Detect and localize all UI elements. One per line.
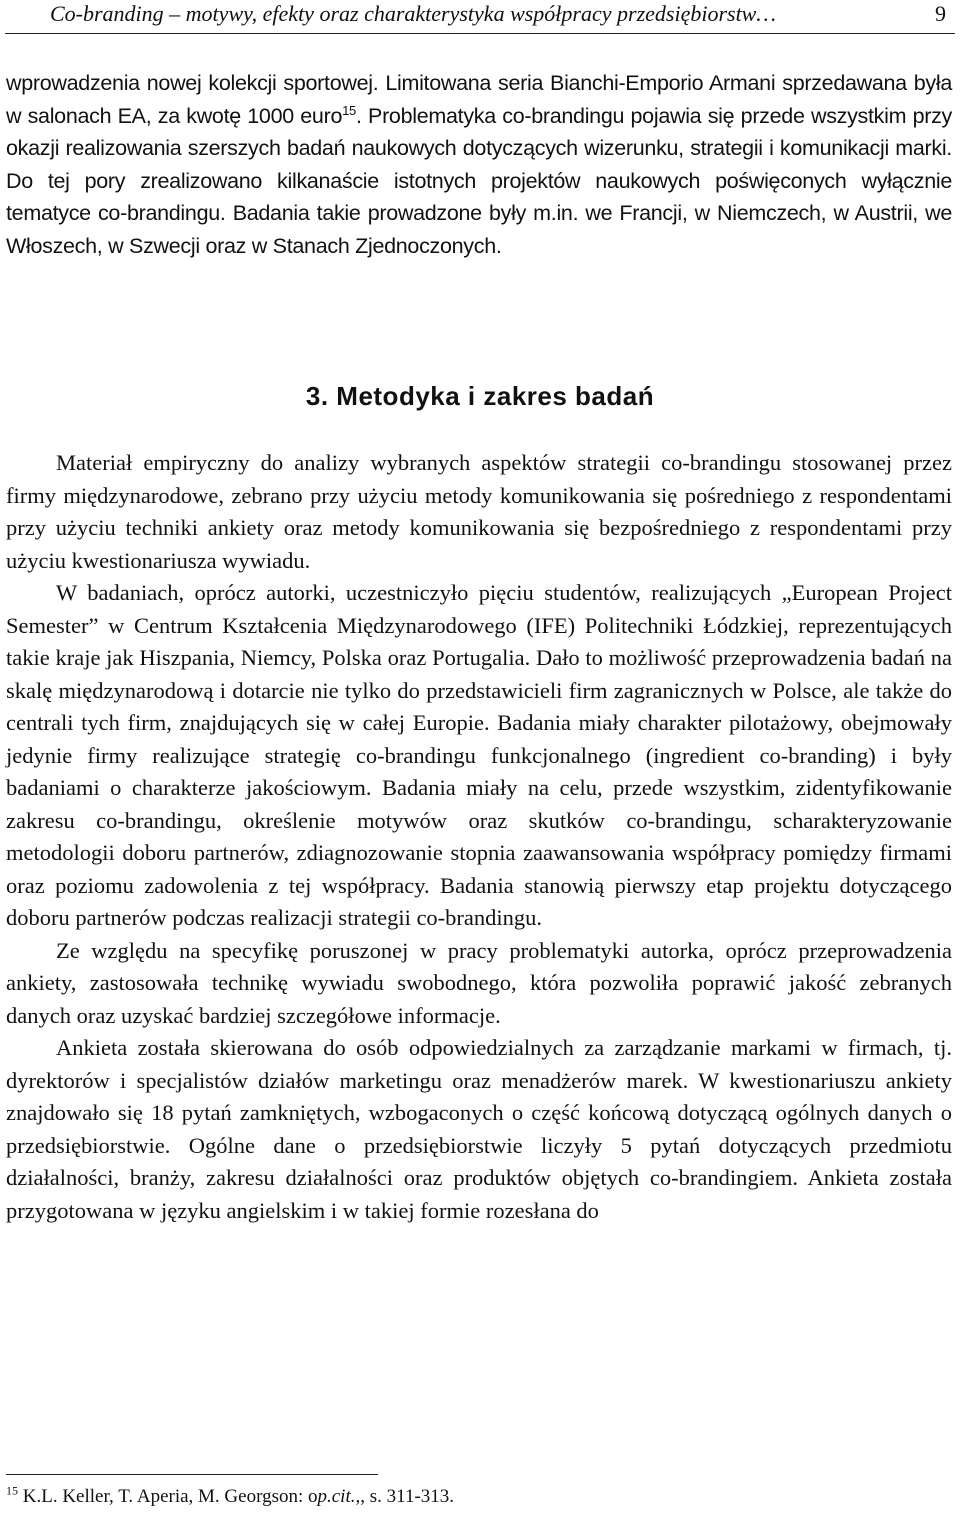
intro-paragraph xyxy=(6,67,952,262)
running-title: Co-branding – motywy, efekty oraz charakterystyka współpracy przedsiębiorstw… xyxy=(50,1,776,26)
running-header xyxy=(0,0,960,30)
footnote-number: 15 xyxy=(6,1483,18,1498)
footnote-text-c: ,, s. 311-313. xyxy=(355,1486,455,1507)
body-paragraph: W badaniach, oprócz autorki, uczestniczyło pięciu studentów, realizujących „European Project Semester” w Centrum Kształcenia Międzynarodowego (IFE) Politechniki Łódzkiej, reprezentujących takie kraje jak Hiszpania, Niemcy, Polska oraz Portugalia. Dało to możliwość przeprowadzenia badań na skalę międzynarodową i dotarcie nie tylko do przedstawicieli firm zagranicznych w Polsce, ale także do centrali tych firm, znajdujących się w całej Europie. Badania miały charakter pilotażowy, obejmowały jedynie firmy realizujące strategię co-brandingu funkcjonalnego (ingredient co-branding) i były badaniami o charakterze jakościowym. Badania miały na celu, przede wszystkim, zidentyfikowanie zakresu co-brandingu, określenie motywów oraz skutków co-brandingu, scharakteryzowanie metodologii doboru partnerów, zdiagnozowanie stopnia zaawansowania współpracy pomiędzy firmami oraz poziomu zadowolenia z tej współpracy. Badania stanowią pierwszy etap projektu dotyczącego doboru partnerów podczas realizacji strategii co-brandingu. xyxy=(6,580,952,930)
footnote-text-a: K.L. Keller, T. Aperia, M. Georgson: o xyxy=(18,1486,318,1507)
footnote xyxy=(6,1484,946,1510)
section-body xyxy=(6,447,952,1227)
page-number: 9 xyxy=(935,1,946,26)
footnote-rule xyxy=(6,1474,378,1475)
body-paragraph: Ankieta została skierowana do osób odpowiedzialnych za zarządzanie markami w firmach, tj. dyrektorów i specjalistów działów marketingu oraz menadżerów marek. W kwestionariuszu ankiety znajdowało się 18 pytań zamkniętych, wzbogaconych o część końcową dotyczącą ogólnych danych o przedsiębiorstwie. Ogólne dane o przedsiębiorstwie liczyły 5 pytań dotyczących przedmiotu działalności, branży, zakresu działalności oraz produktów objętych co-brandingiem. Ankieta została przygotowana w języku angielskim i w takiej formie rozesłana do xyxy=(6,1035,952,1223)
intro-text-b: . Problematyka co-brandingu pojawia się przede wszystkim przy okazji realizowania szerszych badań naukowych dotyczących wizerunku, strategii i komunikacji marki. Do tej pory zrealizowano kilkanaście istotnych projektów naukowych poświęconych wyłącznie tematyce co-brandingu. Badania takie prowadzone były m.in. we Francji, w Niemczech, w Austrii, we Włoszech, w Szwecji oraz w Stanach Zjednoczonych. xyxy=(6,103,952,258)
intro-text-a: wprowadzenia nowej kolekcji sportowej. Limitowana seria Bianchi-Emporio Armani sprzedawana była w salonach EA, za kwotę 1000 euro xyxy=(6,71,952,128)
body-paragraph: Ze względu na specyfikę poruszonej w pracy problematyki autorka, oprócz przeprowadzenia ankiety, zastosowała technikę wywiadu swobodnego, która pozwoliła poprawić jakość zebranych danych oraz uzyskać bardziej szczegółowe informacje. xyxy=(6,937,952,1028)
header-rule xyxy=(5,33,955,34)
body-paragraph: Materiał empiryczny do analizy wybranych aspektów strategii co-brandingu stosowanej przez firmy międzynarodowe, zebrano przy użyciu metody komunikowania się pośredniego z respondentami przy użyciu techniki ankiety oraz metody komunikowania się bezpośredniego z respondentami przy użyciu kwestionariusza wywiadu. xyxy=(6,450,952,573)
footnote-ref: 15 xyxy=(342,102,356,118)
footnote-text-b: p.cit. xyxy=(317,1486,356,1507)
section-heading: 3. Metodyka i zakres badań xyxy=(305,381,655,411)
